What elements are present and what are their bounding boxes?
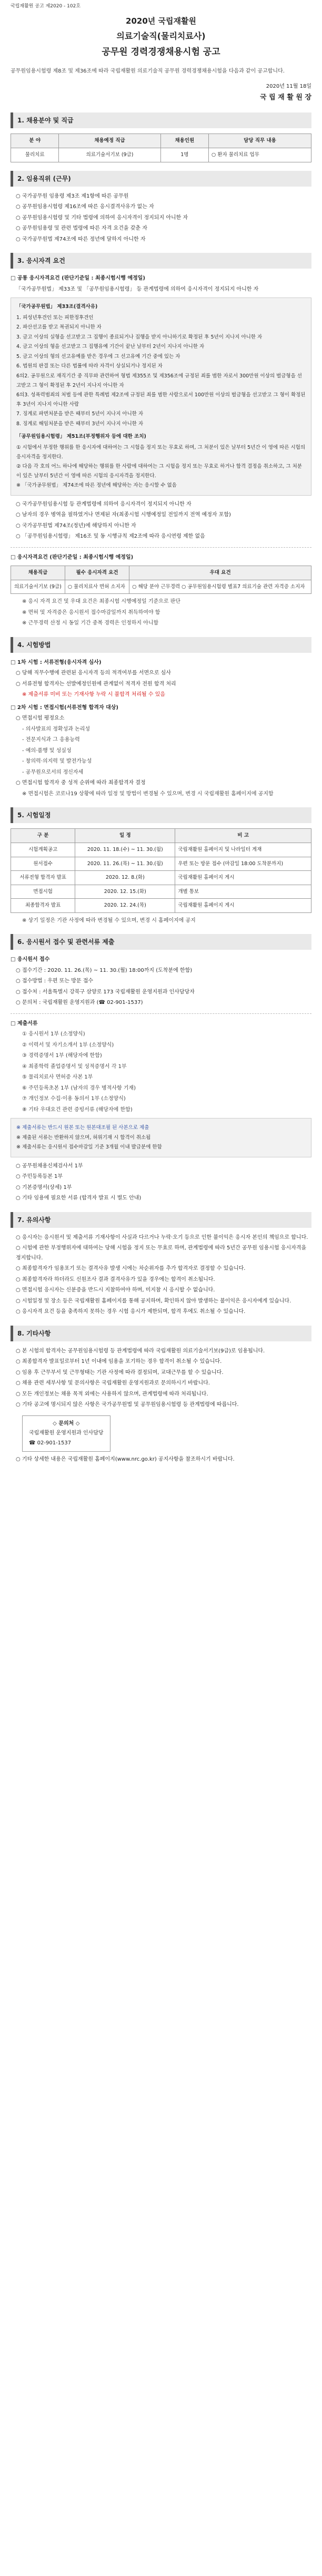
list-item: ⑦ 개인정보 수집·이용 동의서 1부 (소정양식) <box>22 1096 126 1102</box>
list-item: - 의사발표의 정확성과 논리성 <box>22 726 90 732</box>
list-item: ④ 최종학력 졸업증명서 및 성적증명서 각 1부 <box>22 1063 127 1070</box>
intro-text: 공무원임용시험령 제8조 및 제36조에 따라 국립재활원 의료기술직 공무원 경력경쟁채용시험을 다음과 같이 공고합니다. <box>11 68 285 75</box>
list-item: 「국가공무원법」 제33조 및 「공무원임용시험령」 등 관계법령에 의하여 응시자격이 정지되지 아니한 자 <box>16 286 259 292</box>
list-item: ○ 문의처 : 국립재활원 운영지원과 (☎ 02-901-1537) <box>16 1000 143 1006</box>
list-item: ① 응시원서 1부 (소정양식) <box>22 1031 85 1038</box>
contact-title: ◇ 문의처 ◇ <box>53 1420 80 1426</box>
section-4-header: 4. 시험방법 <box>11 637 311 653</box>
list-item: ⑧ 기타 우대요건 관련 증빙서류 (해당자에 한함) <box>22 1106 133 1113</box>
list-item: ○ 기타 공고에 명시되지 않은 사항은 국가공무원법 및 공무원임용시험령 등 관계법령에 따릅니다. <box>16 1402 239 1408</box>
col-duty: 담당 직무 내용 <box>209 134 311 148</box>
title-block <box>11 14 311 61</box>
table-row: 원서접수 2020. 11. 26.(목) ~ 11. 30.(월) 우편 또는 방문 접수 (마감일 18:00 도착분까지) <box>11 857 311 871</box>
announce-org: 국 립 재 활 원 장 <box>260 94 311 102</box>
list-item: - 예의·품행 및 성실성 <box>22 747 72 754</box>
requirements-table: 채용직급 필수 응시자격 요건 우대 요건 의료기술서기보 (9급) ○ 물리치료사 면허 소지자 ○ 해당 분야 근무경력 ○ 공무원임용시험령 별표7 의료기술 관련 자격증 소지자 <box>11 566 311 594</box>
table-row: 물리치료 의료기술서기보 (9급) 1명 ○ 환자 물리치료 업무 <box>11 148 311 162</box>
section-8-header: 8. 기타사항 <box>11 1326 311 1341</box>
col-field: 분 야 <box>11 134 59 148</box>
list-item: ○ 당해 직무수행에 관련된 응시자격 등의 적격여부를 서면으로 심사 <box>16 670 171 676</box>
list-item: ○ 국가공무원법 제74조(정년)에 해당하지 아니한 자 <box>16 522 136 529</box>
schedule-table: 구 분 일 정 비 고 시험계획공고 2020. 11. 18.(수) ~ 11. 30.(월) 국립재활원 홈페이지 및 나라일터 게재 원서접수 2020. 11. 26.(목) ~ 11. 30.(월) 우편 또는 방문 접수 (마감일 18:00 도착분까지) 서류전형 합격자 발표 2020. 12. 8.(화) 국립재활원 홈페이지 게시 면접시험 2020. 12. 15.(화) 개별 통보 최종합격자 발표 2020. 12. 24.(목) 국립재활원 홈페이지 게시 <box>11 828 311 912</box>
list-item: ○ 기타 임용에 필요한 서류 (합격자 발표 시 별도 안내) <box>16 1195 142 1202</box>
disqualification-box: 「국가공무원법」 제33조(결격사유) 1. 피성년후견인 또는 피한정후견인 2. 파산선고를 받고 복권되지 아니한 자 3. 금고 이상의 실형을 선고받고 그 집행이 종료되거나 집행을 받지 아니하기로 확정된 후 5년이 지나지 아니한 자 4. 금고 이상의 형을 선고받고 그 집행유예 기간이 끝난 날부터 2년이 지나지 아니한 자 5. 금고 이상의 형의 선고유예를 받은 경우에 그 선고유예 기간 중에 있는 자 6. 법원의 판결 또는 다른 법률에 따라 자격이 상실되거나 정지된 자 6의2. 공무원으로 재직기간 중 직무와 관련하여 형법 제355조 및 제356조에 규정된 죄를 범한 자로서 300만원 이상의 벌금형을 선고받고 그 형이 확정된 후 2년이 지나지 아니한 자 6의3. 성폭력범죄의 처벌 등에 관한 특례법 제2조에 규정된 죄를 범한 사람으로서 100만원 이상의 벌금형을 선고받고 그 형이 확정된 후 3년이 지나지 아니한 사람 7. 징계로 파면처분을 받은 때부터 5년이 지나지 아니한 자 8. 징계로 해임처분을 받은 때부터 3년이 지나지 아니한 자 「공무원임용시험령」 제51조(부정행위자 등에 대한 조치) ① 시험에서 부정한 행위를 한 응시자에 대하여는 그 시험을 정지 또는 무효로 하며, 그 처분이 있은 날부터 5년간 이 영에 따른 시험의 응시자격을 정지한다. ② 다음 각 호의 어느 하나에 해당하는 행위를 한 사람에 대하여는 그 시험을 정지 또는 무효로 하거나 합격 결정을 취소하고, 그 처분이 있은 날부터 5년간 이 영에 따른 시험의 응시자격을 정지한다. ※ 「국가공무원법」 제74조에 따른 정년에 해당하는 자는 응시할 수 없음 <box>11 297 311 496</box>
list-item: - 전문지식과 그 응용능력 <box>22 737 80 743</box>
list-item: ○ 국가공무원 임용령 제3조 제1항에 따른 공무원 <box>16 193 129 199</box>
section-6-header: 6. 응시원서 접수 및 관련서류 제출 <box>11 934 311 950</box>
section-7-header: 7. 유의사항 <box>11 1212 311 1228</box>
application-heading: □ 응시원서 접수 <box>11 957 50 963</box>
list-item: ○ 공무원임용시험령 제16조에 따른 응시결격사유가 없는 자 <box>16 204 154 210</box>
second-exam-heading: □ 2차 시험 : 면접시험(서류전형 합격자 대상) <box>11 704 118 711</box>
col-grade: 채용예정 직급 <box>59 134 160 148</box>
announce-date: 2020년 11월 18일 <box>266 83 311 89</box>
table-row: 서류전형 합격자 발표 2020. 12. 8.(화) 국립재활원 홈페이지 게시 <box>11 871 311 885</box>
list-item: ○ 접수기간 : 2020. 11. 26.(목) ~ 11. 30.(월) 18:00까지 (도착분에 한함) <box>16 967 193 973</box>
title-line-1: 2020년 국립재활원 <box>126 16 196 26</box>
list-item: ○ 국가공무원법 제74조에 따른 정년에 달하지 아니한 자 <box>16 236 146 242</box>
recruitment-table <box>11 134 311 162</box>
top-notice: 국립재활원 공고 제2020 - 102호 <box>11 4 81 9</box>
section-2-header: 2. 임용직위 (근무) <box>11 171 311 187</box>
list-item: ○ 「공무원임용시험령」 제16조 및 동 시행규칙 제2조에 따라 응시연령 제한 없음 <box>16 533 205 540</box>
list-item: ○ 최종합격자 발표일로부터 1년 이내에 임용을 포기하는 경우 합격이 취소될 수 있습니다. <box>16 1359 222 1365</box>
list-item: ○ 시험일정 및 장소 등은 국립재활원 홈페이지를 통해 공지하며, 확인하지 않아 발생하는 불이익은 응시자에게 있습니다. <box>16 1298 291 1304</box>
list-item: ③ 경력증명서 1부 (해당자에 한함) <box>22 1053 102 1059</box>
list-item: ○ 공무원임용령 및 관련 법령에 따른 자격 요건을 갖춘 자 <box>16 225 147 232</box>
list-item: ○ 채용 관련 세부사항 및 문의사항은 국립재활원 운영지원과로 문의하시기 바랍니다. <box>16 1380 210 1387</box>
list-item: ○ 공무원채용신체검사서 1부 <box>16 1163 83 1169</box>
section-5-header: 5. 시험일정 <box>11 807 311 823</box>
list-item: ⑥ 주민등록초본 1부 (남자의 경우 병적사항 기재) <box>22 1085 136 1091</box>
first-exam-heading: □ 1차 시험 : 서류전형(응시자격 심사) <box>11 659 102 665</box>
list-item: - 공무원으로서의 정신자세 <box>22 769 84 775</box>
note: ※ 응시 자격 요건 및 우대 요건은 최종시험 시행예정일 기준으로 판단 <box>22 599 180 605</box>
list-item: ○ 접수처 : 서울특별시 강북구 삼양로 173 국립재활원 운영지원과 인사담당자 <box>16 989 195 995</box>
note: ※ 면허 및 자격증은 응시원서 접수마감일까지 취득하여야 함 <box>22 609 160 615</box>
col-count: 채용인원 <box>160 134 208 148</box>
list-item: ○ 공무원임용시험령 및 기타 법령에 의하여 응시자격이 정지되지 아니한 자 <box>16 214 188 221</box>
list-item: ○ 면접시험 응시자는 신분증을 반드시 지참하여야 하며, 미지참 시 응시할 수 없습니다. <box>16 1287 215 1294</box>
list-item: ○ 면접시험 합격자 중 성적 순위에 따라 최종합격자 결정 <box>16 780 146 786</box>
final-note: ○ 기타 상세한 내용은 국립재활원 홈페이지(www.nrc.go.kr) 공지사항을 참조하시기 바랍니다. <box>16 1456 235 1463</box>
note: ※ 제출서류 미비 또는 기재사항 누락 시 불합격 처리될 수 있음 <box>22 692 166 698</box>
list-item: ○ 면접시험 평정요소 <box>16 715 65 722</box>
list-item: ○ 서류전형 합격자는 선발예정인원에 관계없이 적격자 전원 합격 처리 <box>16 681 176 687</box>
common-requirements-heading: □ 공통 응시자격요건 (판단기준일 : 최종시험시행 예정일) <box>11 275 145 282</box>
list-item: ○ 기본증명서(상세) 1부 <box>16 1184 72 1190</box>
list-item: ○ 국가공무원임용시험 등 관계법령에 의하여 응시자격이 정지되지 아니한 자 <box>16 501 192 507</box>
title-line-2: 의료기술직(물리치료사) <box>116 31 206 42</box>
title-line-3: 공무원 경력경쟁채용시험 공고 <box>102 46 220 57</box>
table-row: 의료기술서기보 (9급) ○ 물리치료사 면허 소지자 ○ 해당 분야 근무경력 ○ 공무원임용시험령 별표7 의료기술 관련 자격증 소지자 <box>11 580 311 594</box>
contact-box <box>22 1415 110 1452</box>
list-item: ○ 주민등록등본 1부 <box>16 1174 63 1180</box>
list-item: ○ 남자의 경우 병역을 필하였거나 면제된 자(최종시험 시행예정일 전일까지 전역 예정자 포함) <box>16 512 231 518</box>
list-item: ○ 본 시험의 합격자는 공무원임용시험령 등 관계법령에 따라 국립재활원 의료기술서기보(9급)로 임용됩니다. <box>16 1348 265 1354</box>
list-item: ○ 모든 개인정보는 채용 목적 외에는 사용하지 않으며, 관계법령에 따라 처리됩니다. <box>16 1391 208 1397</box>
contact-line: ☎ 02-901-1537 <box>29 1440 72 1446</box>
list-item: ○ 임용 후 근무부서 및 근무형태는 기관 사정에 따라 결정되며, 교대근무를 할 수 있습니다. <box>16 1369 224 1376</box>
note: ※ 근무경력 산정 시 동일 기간 중복 경력은 인정하지 아니함 <box>22 620 159 627</box>
table-row: 시험계획공고 2020. 11. 18.(수) ~ 11. 30.(월) 국립재활원 홈페이지 및 나라일터 게재 <box>11 843 311 857</box>
list-item: ○ 최종합격자라 하더라도 신원조사 결과 결격사유가 있을 경우에는 합격이 취소됩니다. <box>16 1276 215 1282</box>
list-item: ② 이력서 및 자기소개서 1부 (소정양식) <box>22 1042 114 1048</box>
list-item: ○ 응시자는 응시원서 및 제출서류 기재사항이 사실과 다르거나 누락·오기 등으로 인한 불이익은 응시자 본인의 책임으로 합니다. <box>16 1234 308 1240</box>
specific-requirements-heading: □ 응시자격요건 (판단기준일 : 최종시험시행 예정일) <box>11 554 134 560</box>
list-item: ○ 접수방법 : 우편 또는 방문 접수 <box>16 978 94 984</box>
section-1-header: 1. 채용분야 및 직급 <box>11 112 311 128</box>
note: ※ 면접시험은 코로나19 상황에 따라 일정 및 방법이 변경될 수 있으며, 변경 시 국립재활원 홈페이지에 공지함 <box>22 791 274 797</box>
list-item: ○ 응시자격 요건 등을 충족하지 못하는 경우 시험 응시가 제한되며, 합격 후에도 취소될 수 있습니다. <box>16 1309 246 1315</box>
documents-notes-box: ※ 제출서류는 반드시 원본 또는 원본대조필 된 사본으로 제출 ※ 제출된 서류는 반환하지 않으며, 허위기재 시 합격이 취소됨 ※ 제출서류는 응시원서 접수마감일 기준 3개월 이내 발급분에 한함 <box>11 1118 311 1157</box>
list-item: - 창의력·의지력 및 발전가능성 <box>22 758 92 765</box>
section-3-header: 3. 응시자격 요건 <box>11 253 311 269</box>
documents-heading: □ 제출서류 <box>11 1020 38 1027</box>
note: ※ 상기 일정은 기관 사정에 따라 변경될 수 있으며, 변경 시 홈페이지에 공지 <box>22 917 196 923</box>
contact-line: 국립재활원 운영지원과 인사담당 <box>29 1430 104 1436</box>
list-item: ○ 최종합격자가 임용포기 또는 결격사유 발생 시에는 차순위자를 추가 합격자로 결정할 수 있습니다. <box>16 1266 246 1272</box>
list-item: ⑤ 물리치료사 면허증 사본 1부 <box>22 1074 93 1081</box>
table-row: 최종합격자 발표 2020. 12. 24.(목) 국립재활원 홈페이지 게시 <box>11 899 311 913</box>
list-item: ○ 시험에 관한 부정행위자에 대하여는 당해 시험을 정지 또는 무효로 하며, 관계법령에 따라 5년간 공무원 임용시험 응시자격을 정지합니다. <box>16 1245 307 1261</box>
table-row: 면접시험 2020. 12. 15.(화) 개별 통보 <box>11 885 311 899</box>
